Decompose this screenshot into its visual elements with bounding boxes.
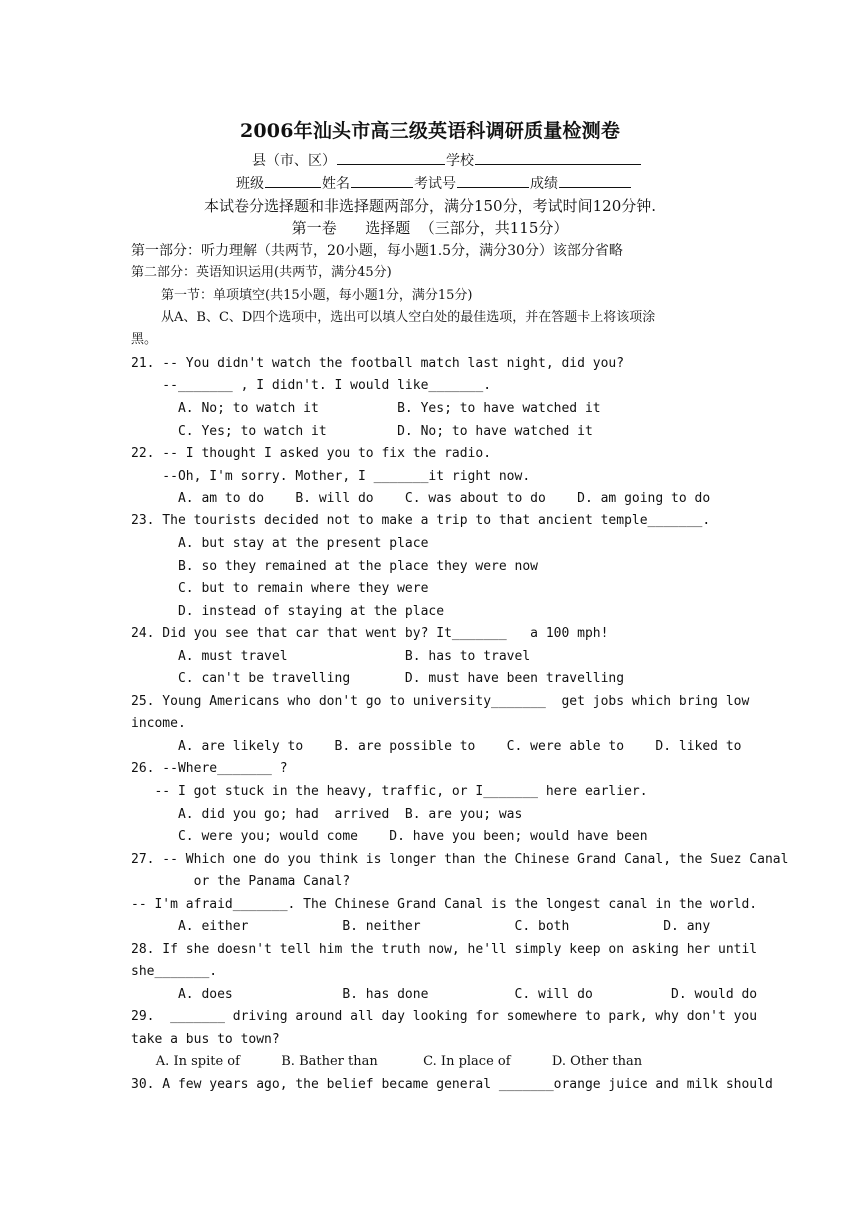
q22-options: A. am to do B. will do C. was about to do D. am going to do — [131, 491, 711, 506]
school-field[interactable] — [475, 151, 641, 165]
exam-no-field[interactable] — [457, 174, 529, 188]
part-one-heading: 第一部分：听力理解（共两节，20小题，每小题1.5分，满分30分）该部分省略 — [131, 243, 623, 259]
info-line-class — [236, 174, 632, 193]
q21-reply: --_______ , I didn't. I would like_______. — [131, 378, 492, 393]
q29-stem: 29. _______ driving around all day looking for somewhere to park, why don't you — [131, 1009, 758, 1024]
q23-option-c: C. but to remain where they were — [131, 581, 429, 596]
q23-option-b: B. so they remained at the place they were now — [131, 559, 538, 574]
q27-stem: 27. -- Which one do you think is longer than the Chinese Grand Canal, the Suez Canal — [131, 852, 789, 867]
q26-reply: -- I got stuck in the heavy, traffic, or I_______ here earlier. — [131, 784, 648, 799]
class-field[interactable] — [265, 174, 321, 188]
q23-stem: 23. The tourists decided not to make a trip to that ancient temple_______. — [131, 513, 711, 528]
q27-reply: -- I'm afraid_______. The Chinese Grand Canal is the longest canal in the world. — [131, 897, 758, 912]
volume-one-heading: 第一卷 选择题 （三部分，共115分） — [291, 219, 569, 237]
q29-options: A. In spite of B. Bather than C. In place of D. Other than — [131, 1054, 643, 1069]
q23-option-d: D. instead of staying at the place — [131, 604, 445, 619]
q27-stem-cont: or the Panama Canal? — [131, 874, 351, 889]
q21-options-ab: A. No; to watch it B. Yes; to have watched it — [131, 401, 601, 416]
q22-stem: 22. -- I thought I asked you to fix the radio. — [131, 446, 492, 461]
q21-stem: 21. -- You didn't watch the football match last night, did you? — [131, 356, 625, 371]
q23-option-a: A. but stay at the present place — [131, 536, 429, 551]
county-label: 县（市、区） — [252, 153, 336, 169]
q26-stem: 26. --Where_______ ? — [131, 761, 288, 776]
q24-options-cd: C. can't be travelling D. must have been travelling — [131, 671, 625, 686]
q28-stem: 28. If she doesn't tell him the truth now, he'll simply keep on asking her until — [131, 942, 758, 957]
score-label: 成绩 — [530, 176, 558, 192]
name-field[interactable] — [351, 174, 413, 188]
exam-title: 2006年汕头市高三级英语科调研质量检测卷 — [239, 120, 621, 142]
q21-options-cd: C. Yes; to watch it D. No; to have watched it — [131, 424, 593, 439]
q25-stem: 25. Young Americans who don't go to university_______ get jobs which bring low — [131, 694, 750, 709]
q27-options: A. either B. neither C. both D. any — [131, 919, 711, 934]
exam-intro: 本试卷分选择题和非选择题两部分，满分150分，考试时间120分钟. — [203, 197, 657, 215]
class-label: 班级 — [236, 176, 264, 192]
score-field[interactable] — [559, 174, 631, 188]
q28-options: A. does B. has done C. will do D. would do — [131, 987, 758, 1002]
exam-no-label: 考试号 — [414, 176, 456, 192]
q24-options-ab: A. must travel B. has to travel — [131, 649, 531, 664]
instructions-line-2: 黑。 — [131, 332, 158, 347]
q24-stem: 24. Did you see that car that went by? It_______ a 100 mph! — [131, 626, 609, 641]
info-line-county — [252, 151, 642, 170]
part-two-heading: 第二部分：英语知识运用(共两节，满分45分) — [131, 265, 392, 280]
q25-options: A. are likely to B. are possible to C. were able to D. liked to — [131, 739, 742, 754]
q22-reply: --Oh, I'm sorry. Mother, I _______it right now. — [131, 469, 531, 484]
section-one-heading: 第一节：单项填空(共15小题，每小题1分，满分15分) — [161, 288, 473, 303]
instructions-line-1: 从A、B、C、D四个选项中，选出可以填人空白处的最佳选项，并在答题卡上将该项涂 — [161, 310, 656, 325]
q26-options-ab: A. did you go; had arrived B. are you; was — [131, 807, 523, 822]
q26-options-cd: C. were you; would come D. have you been; would have been — [131, 829, 648, 844]
q30-stem: 30. A few years ago, the belief became general _______orange juice and milk should — [131, 1077, 773, 1092]
county-field[interactable] — [337, 151, 445, 165]
q25-stem-cont: income. — [131, 716, 186, 731]
name-label: 姓名 — [322, 176, 350, 192]
school-label: 学校 — [446, 153, 474, 169]
q28-stem-cont: she_______. — [131, 964, 218, 979]
q29-stem-cont: take a bus to town? — [131, 1032, 280, 1047]
